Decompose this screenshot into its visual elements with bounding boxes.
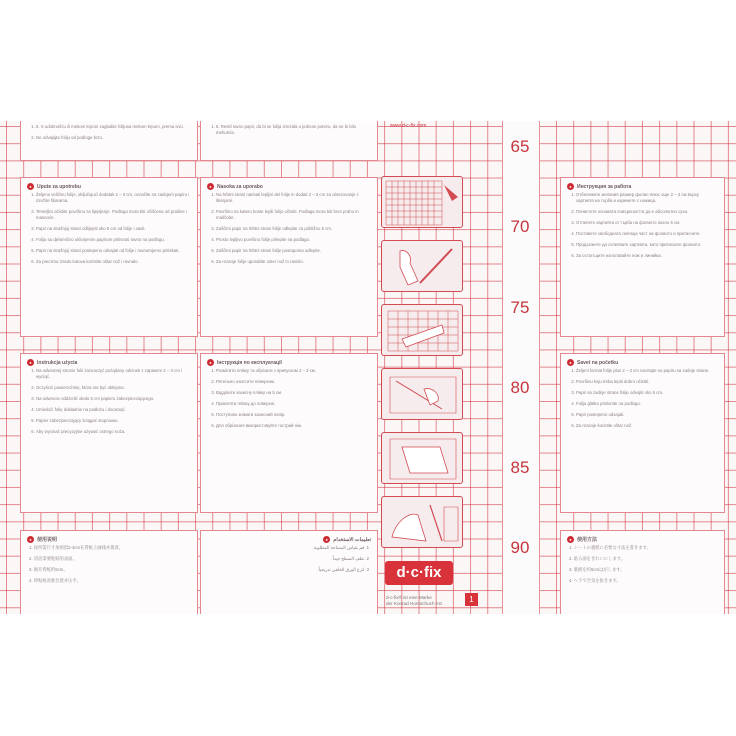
panel-item: 3. انزع الورق الخلفي تدريجياً. bbox=[317, 567, 369, 572]
flag-icon: ● bbox=[207, 183, 214, 190]
panel-title: تعليمات الاستخدام bbox=[333, 536, 371, 543]
panel-item: 3. 揭开背纸约5cm。 bbox=[29, 567, 68, 572]
panel-item: 5. Продължете да отлепвате хартията, като притискате фолиото. bbox=[576, 242, 718, 248]
panel-item: 3. Відділити захисну плівку на 5 см. bbox=[216, 390, 371, 396]
panel-item: 4. Foliju sa djelomično uklonjenim papirom pritisnuti ravno na podlogu. bbox=[36, 237, 191, 243]
panel-item: 6. Za preciznu izradu kutova koristite oštar nož i ravnalo. bbox=[36, 259, 191, 265]
brand-logo: d·c·fix bbox=[385, 561, 453, 585]
ruler-mark: 70 bbox=[510, 217, 530, 236]
panel-item: 1. シートの裏紙に必要な寸法を書きます。 bbox=[569, 545, 651, 550]
panel-item: 4. ヘラで空気を抜きます。 bbox=[569, 578, 621, 583]
panel-item: 5. Papier zabezpieczający ściągać stopniowo. bbox=[36, 418, 191, 424]
panel-item: 2. 清洁需要粘贴的表面。 bbox=[29, 556, 77, 561]
panel-item: 3. 裏紙を約5cmはがします。 bbox=[569, 567, 625, 572]
panel-bulgarian bbox=[560, 177, 725, 337]
panel-item: 1. Отбележете желания размер фолио плюс още 2 – 3 см върху хартията на гърба и изрежете с ножица. bbox=[576, 192, 718, 204]
panel-item: 6. За остатъците използвайте нож и линийка. bbox=[576, 253, 718, 259]
panel-item: 1. 按所需尺寸加预留2-3cm在背纸上画线并裁剪。 bbox=[29, 545, 124, 550]
panel-item: 3. Zaščitni papir na hrbtni strani folije odlepite za približno 5 cm. bbox=[216, 226, 371, 232]
panel-slovenian bbox=[200, 177, 378, 337]
panel-item: 2. Ne odvajajte foliju od podloge brzo. bbox=[36, 135, 191, 141]
panel-title: Інструкція по експлуатації bbox=[217, 359, 282, 366]
panel-item: 1. Na odwrotnej stronie folii zaznaczyć pożądany odcinek z zapasem 2 – 3 cm i wyciąć. bbox=[36, 368, 191, 380]
panel-item: 6. Для обрізання використовуйте гострий ніж. bbox=[216, 423, 371, 429]
flag-icon: ● bbox=[323, 536, 330, 543]
panel-item: 6. Za rezanje koristite oštar nož. bbox=[576, 423, 718, 429]
step-illustration-clean bbox=[381, 240, 463, 292]
ruler-mark: 85 bbox=[510, 458, 530, 477]
flag-icon: ● bbox=[567, 536, 574, 543]
panel-ukrainian bbox=[200, 353, 378, 513]
flag-icon: ● bbox=[27, 536, 34, 543]
panel-item: 1. Željenu veličinu folije, uključujući dodatak 2 – 3 cm, označite na zadnjem papiru i izrežite škarama. bbox=[36, 192, 191, 204]
panel-item: 3. Papir sa zadnje strane folije odvojiti oko 5 cm. bbox=[576, 390, 718, 396]
ruler-mark: 65 bbox=[510, 137, 530, 156]
footer-note bbox=[386, 595, 442, 607]
step-illustration-cut bbox=[381, 176, 463, 228]
footer-line: der Konrad Hornschuch AG bbox=[386, 601, 443, 606]
step-illustration-apply bbox=[381, 368, 463, 420]
panel-item: 2. Površinu koju treba lepiti dobro očistiti. bbox=[576, 379, 718, 385]
flag-icon: ● bbox=[207, 359, 214, 366]
panel-item: 3. Отлепете хартията от гърба на фолиото около 5 см. bbox=[576, 220, 718, 226]
illustration-strip bbox=[381, 176, 463, 536]
panel-item: 4. Foliju glatko prislonite na podlogu. bbox=[576, 401, 718, 407]
panel-japanese bbox=[560, 530, 725, 614]
panel-item: 5. Papir postepeno odvajati. bbox=[576, 412, 718, 418]
panel-title: Nasoka za uporabo bbox=[217, 183, 263, 190]
panel-item: 1. قم بقياس المساحة المطلوبة. bbox=[312, 545, 369, 550]
panel-item: 4. Поставете свободната лепяща част на фолиото и притиснете. bbox=[576, 231, 718, 237]
panel-title: 使用说明 bbox=[37, 536, 58, 543]
panel-item: 1. Na hrbtni strani narisati lepljivi del folije in dodati 2 – 3 cm za obrezovanje z škarjami. bbox=[216, 192, 371, 204]
ruler-mark: 80 bbox=[510, 378, 530, 397]
flag-icon: ● bbox=[27, 183, 34, 190]
panel-item: 5. Papir na stražnjoj strani postepeno odvajati od folije i ravnomjerno pritiskati. bbox=[36, 248, 191, 254]
step-illustration-trim bbox=[381, 496, 463, 548]
panel-item: 5. Поступово знімати захисний папір. bbox=[216, 412, 371, 418]
ruler-mark: 75 bbox=[510, 298, 530, 317]
flag-icon: ● bbox=[27, 359, 34, 366]
panel-title: Instrukcja użycia bbox=[37, 359, 78, 366]
panel-top-left bbox=[20, 121, 198, 161]
flag-icon: ● bbox=[567, 359, 574, 366]
panel-item: 2. Ретельно очистити поверхню. bbox=[216, 379, 371, 385]
panel-item: 1. Željeni format folije plus 2 – 3 cm nacrtajte na papiru sa zadnje strane. bbox=[576, 368, 718, 374]
panel-item: 2. Почистете основата повърхността да е абсолютно суха. bbox=[576, 209, 718, 215]
panel-title: Savet na početku bbox=[577, 359, 619, 366]
brand-url: www.d-c-fix.com bbox=[390, 123, 427, 129]
panel-polish bbox=[20, 353, 198, 513]
panel-serbian bbox=[560, 353, 725, 513]
panel-title: Инструкция за работа bbox=[577, 183, 632, 190]
panel-title: 使用方法 bbox=[577, 536, 598, 543]
panel-top-middle bbox=[200, 121, 378, 161]
panel-item: 6. Aby wycinać precyzyjnie używać ostrego noża. bbox=[36, 429, 191, 435]
flag-icon: ● bbox=[567, 183, 574, 190]
instruction-sheet bbox=[0, 121, 736, 614]
page-number: 1 bbox=[465, 593, 478, 606]
panel-item: 2. 貼る面をきれいにします。 bbox=[569, 556, 625, 561]
panel-item: 1. 6. Restil ravno papir, da bi se folija izrezala u jednom potezu, da ne bi bilo mehurića. bbox=[216, 124, 371, 136]
panel-item: 4. 将贴纸对准位置并压平。 bbox=[29, 578, 82, 583]
panel-item: 2. Temeljito očistite površinu za lijepljenje. Podloga mora biti očišćena od prašine i masnoće. bbox=[36, 209, 191, 221]
footer-line: d-c-fix® ist eine Marke bbox=[386, 595, 432, 600]
panel-item: 2. Površino na katero boste lepili folijo očistiti. Podlaga mora biti brez prahu in maščobe. bbox=[216, 209, 371, 221]
panel-item: 4. Приклеїти плівку до поверхні. bbox=[216, 401, 371, 407]
panel-croatian bbox=[20, 177, 198, 337]
panel-item: 6. Za rezanje folije uporabite oster nož in ravnilo. bbox=[216, 259, 371, 265]
panel-item: 3. Na odwrocie oddzielić około 5 cm papieru zabezpieczającego. bbox=[36, 396, 191, 402]
panel-title: Upute za upotrebu bbox=[37, 183, 81, 190]
panel-item: 3. Papir na stražnjoj strani odlijepiti oko 5 cm od folije i savit. bbox=[36, 226, 191, 232]
panel-chinese bbox=[20, 530, 198, 614]
panel-arabic bbox=[200, 530, 378, 614]
panel-item: 4. Umieścić folię dokładnie na podłożu i docisnąć. bbox=[36, 407, 191, 413]
panel-item: 5. Zaščitni papir na hrbtni strani folije postopoma odlepite. bbox=[216, 248, 371, 254]
ruler-mark: 90 bbox=[510, 538, 530, 557]
step-illustration-smooth bbox=[381, 432, 463, 484]
panel-item: 1. 6. S udobnošću ili mekom krpom zagladite folijusa mekom krpom, prema ivici. bbox=[36, 124, 191, 130]
panel-item: 2. نظف السطح جيداً. bbox=[331, 556, 369, 561]
panel-item: 2. Oczyścić powierzchnię, która ma być oklejona. bbox=[36, 385, 191, 391]
panel-item: 1. Розмітити плівку та обрізати з припуском 2 – 3 см. bbox=[216, 368, 371, 374]
step-illustration-peel bbox=[381, 304, 463, 356]
panel-item: 4. Prosto lepljivo površino folije prilepite na podlago. bbox=[216, 237, 371, 243]
